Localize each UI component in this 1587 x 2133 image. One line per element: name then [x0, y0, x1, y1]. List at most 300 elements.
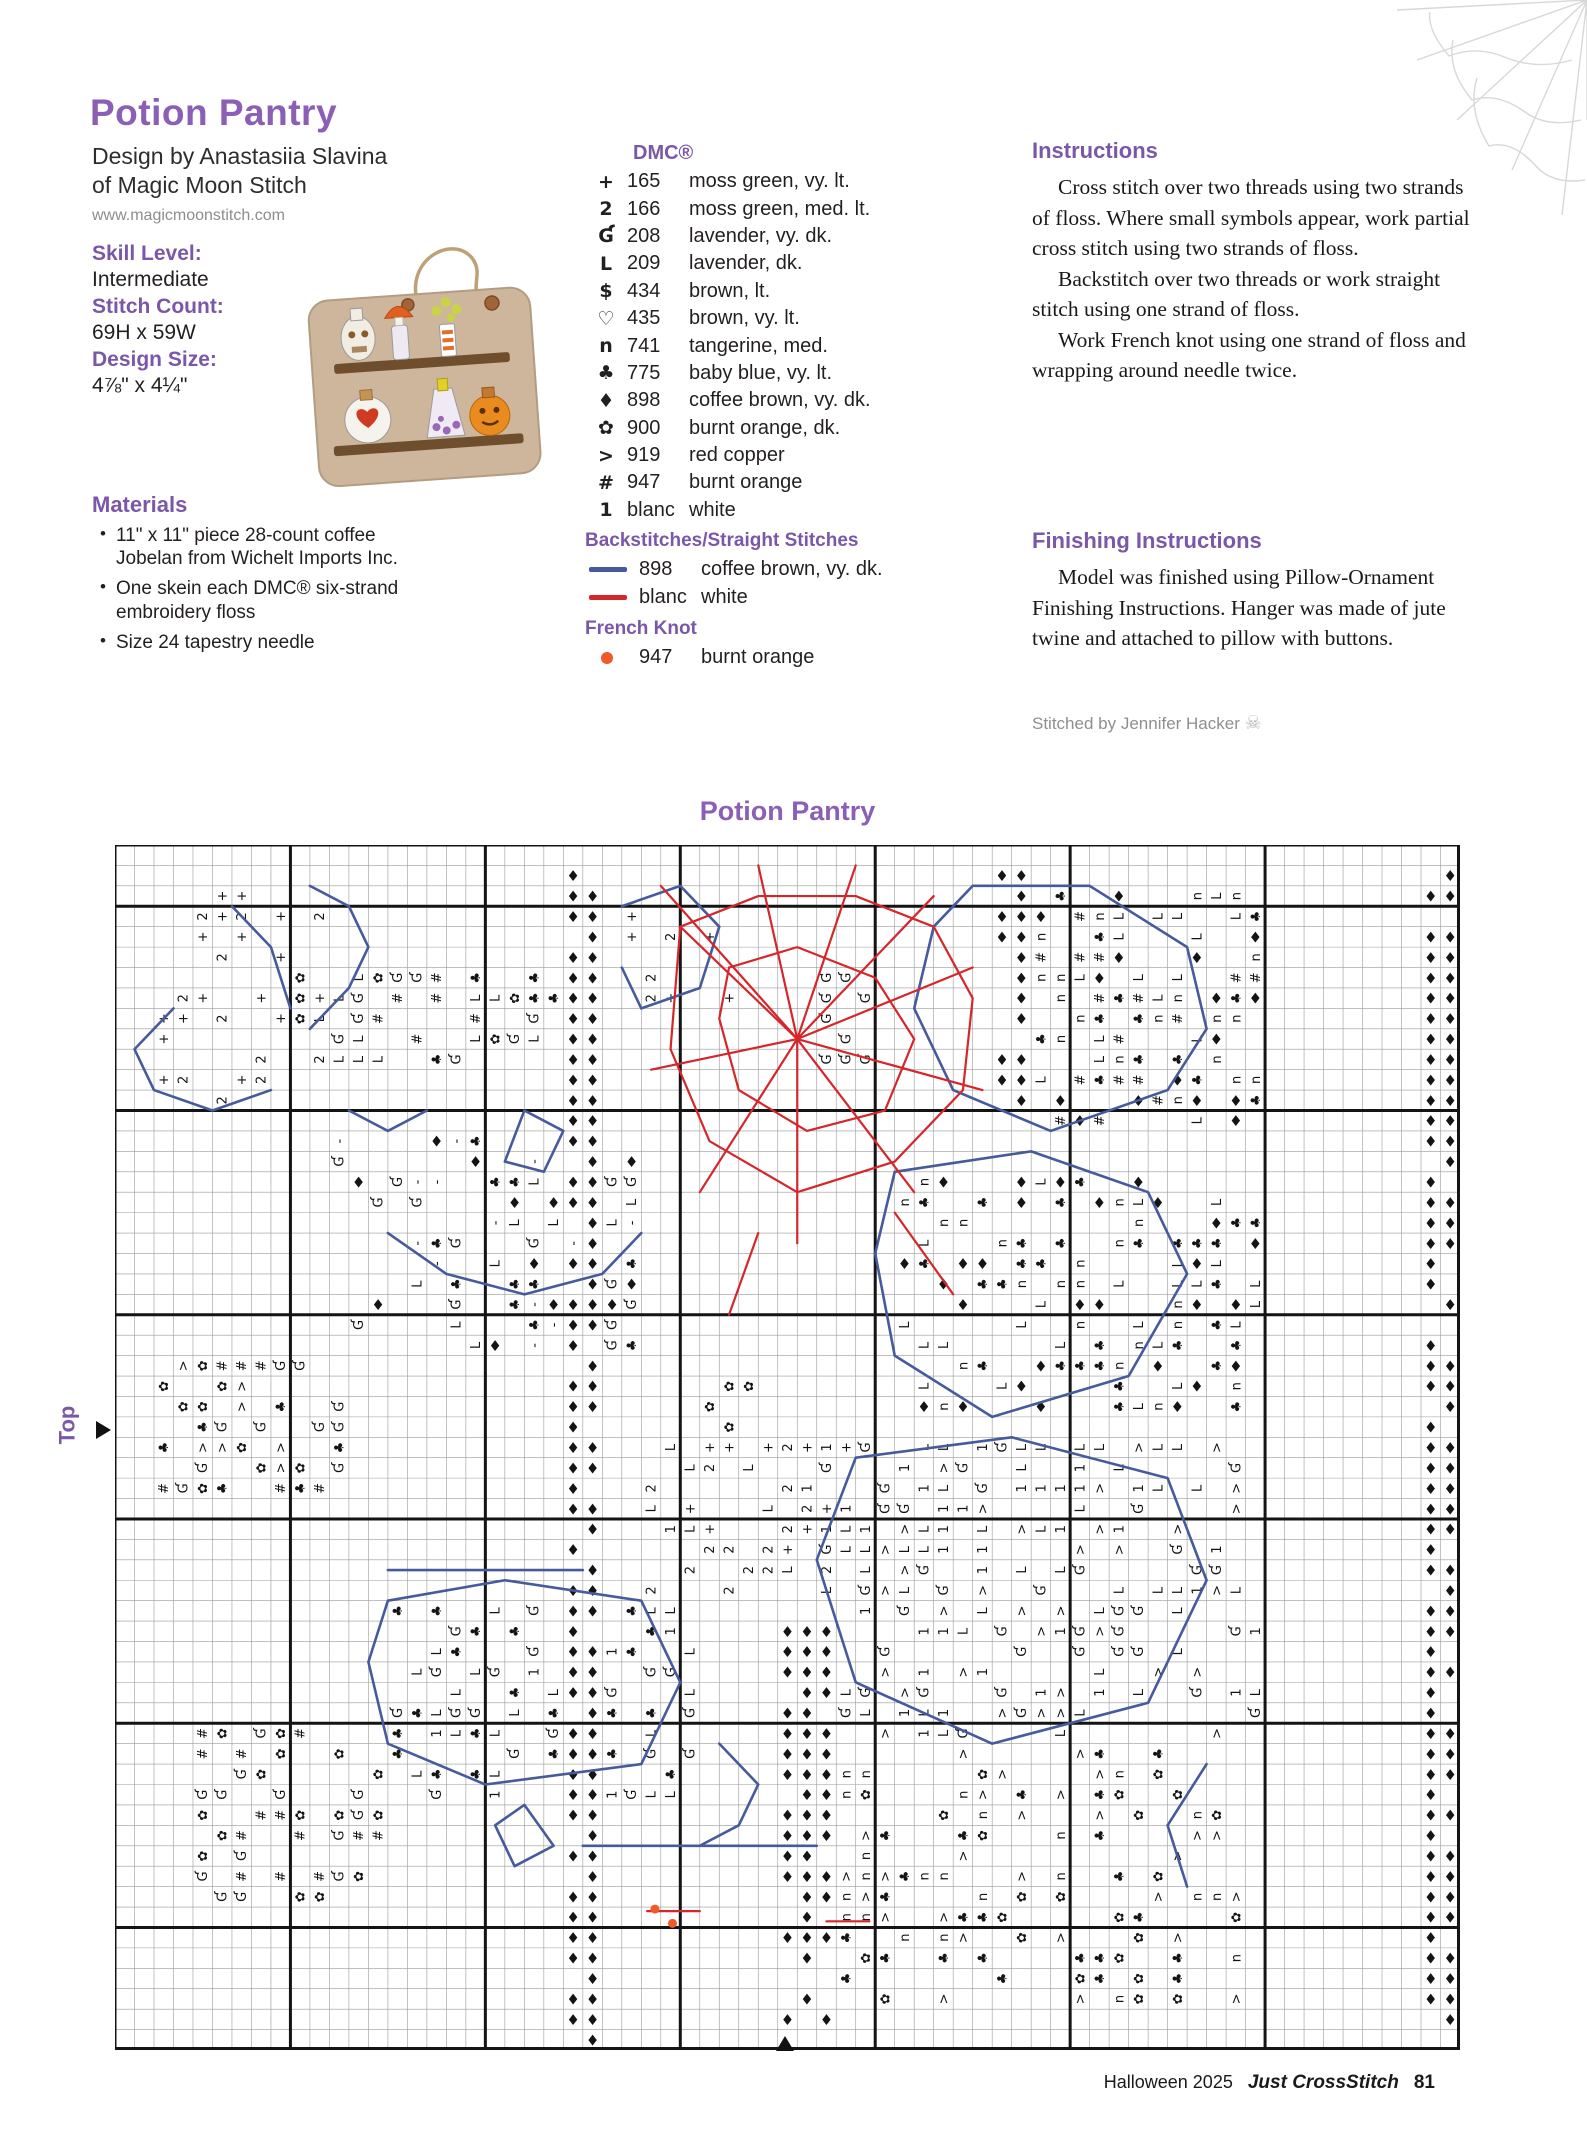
svg-text:♦: ♦: [1424, 1357, 1438, 1376]
svg-text:♦: ♦: [566, 1479, 580, 1498]
svg-text:+: +: [196, 992, 212, 1004]
svg-text:#: #: [1131, 1074, 1147, 1086]
svg-text:♦: ♦: [1014, 969, 1029, 988]
svg-text:1: 1: [956, 1504, 972, 1513]
svg-text:♦: ♦: [585, 1581, 600, 1600]
svg-text:♦: ♦: [566, 1418, 580, 1437]
svg-text:♦: ♦: [1424, 1377, 1438, 1396]
svg-text:♦: ♦: [566, 1643, 580, 1662]
svg-text:♦: ♦: [585, 1377, 600, 1396]
svg-text:Ɠ: Ɠ: [1073, 1646, 1089, 1657]
svg-text:Ɠ: Ɠ: [605, 1176, 621, 1188]
svg-text:♦: ♦: [585, 1704, 600, 1723]
svg-text:♦: ♦: [1229, 1091, 1243, 1110]
svg-text:L: L: [1034, 1076, 1050, 1084]
svg-text:♦: ♦: [585, 907, 600, 926]
svg-text:♦: ♦: [1443, 928, 1457, 947]
svg-text:n: n: [995, 1239, 1011, 1248]
svg-text:L: L: [644, 1791, 660, 1799]
svg-text:Ɠ: Ɠ: [449, 1054, 465, 1065]
svg-text:n: n: [1131, 1218, 1147, 1227]
svg-text:#: #: [235, 1360, 251, 1372]
svg-text:Ɠ: Ɠ: [956, 1462, 972, 1473]
svg-text:♦: ♦: [585, 1949, 600, 1968]
svg-text:♣: ♣: [644, 1625, 660, 1638]
svg-text:L: L: [1151, 1586, 1167, 1595]
svg-text:♦: ♦: [566, 2010, 580, 2029]
svg-text:♦: ♦: [780, 1663, 795, 1682]
svg-text:L: L: [936, 1341, 952, 1350]
svg-text:>: >: [1014, 1523, 1030, 1535]
svg-text:n: n: [936, 1872, 952, 1881]
svg-text:L: L: [1131, 1321, 1147, 1329]
svg-text:1: 1: [936, 1708, 952, 1718]
svg-text:♣: ♣: [1170, 1972, 1186, 1985]
svg-text:2: 2: [664, 932, 680, 942]
svg-text:#: #: [196, 1748, 212, 1760]
svg-text:#: #: [1073, 951, 1089, 963]
svg-text:♦: ♦: [819, 1929, 834, 1948]
svg-text:♦: ♦: [1424, 1112, 1438, 1131]
svg-text:L: L: [839, 1545, 855, 1554]
svg-text:#: #: [274, 1482, 290, 1494]
svg-text:L: L: [956, 1627, 972, 1635]
svg-text:Ɠ: Ɠ: [1131, 1646, 1147, 1657]
svg-text:♦: ♦: [468, 1153, 483, 1172]
svg-text:+: +: [196, 931, 212, 943]
svg-text:♦: ♦: [566, 1581, 580, 1600]
svg-text:♦: ♦: [488, 1336, 502, 1355]
svg-text:1: 1: [1092, 1688, 1108, 1697]
svg-text:♦: ♦: [1014, 1377, 1029, 1396]
designer-website-link[interactable]: www.magicmoonstitch.com: [92, 207, 285, 224]
svg-text:♣: ♣: [1190, 1237, 1206, 1250]
svg-text:♣: ♣: [1112, 1870, 1128, 1883]
svg-text:2: 2: [703, 1545, 719, 1554]
svg-text:Ɠ: Ɠ: [352, 1810, 368, 1821]
svg-text:L: L: [917, 1341, 933, 1350]
svg-text:L: L: [683, 1525, 699, 1533]
floss-legend-row: $ 434 brown, lt.: [599, 279, 771, 303]
svg-text:♦: ♦: [1443, 1622, 1457, 1641]
svg-text:2: 2: [683, 1565, 699, 1575]
svg-text:>: >: [235, 1380, 251, 1392]
svg-text:>: >: [878, 1585, 894, 1596]
svg-text:♣: ♣: [995, 1972, 1011, 1985]
svg-text:♦: ♦: [1424, 1275, 1438, 1294]
svg-text:n: n: [1014, 1279, 1030, 1289]
svg-text:1: 1: [897, 1463, 913, 1473]
svg-text:♦: ♦: [800, 1684, 814, 1703]
svg-text:n: n: [1209, 1892, 1225, 1901]
svg-text:n: n: [858, 1770, 874, 1779]
svg-text:n: n: [1248, 953, 1264, 962]
svg-text:Ɠ: Ɠ: [625, 1789, 641, 1800]
svg-text:Ɠ: Ɠ: [547, 1728, 563, 1739]
svg-text:♣: ♣: [1092, 1972, 1108, 1985]
svg-text:✿: ✿: [975, 1768, 991, 1780]
svg-text:♦: ♦: [566, 1500, 580, 1519]
svg-text:Ɠ: Ɠ: [1112, 1646, 1128, 1657]
svg-text:Ɠ: Ɠ: [878, 1646, 894, 1657]
svg-text:+: +: [235, 1074, 251, 1086]
svg-text:♦: ♦: [780, 1704, 795, 1723]
svg-text:L: L: [839, 1688, 855, 1697]
svg-text:>: >: [1170, 1523, 1186, 1535]
svg-text:♦: ♦: [819, 1622, 834, 1641]
materials-heading: Materials: [92, 492, 188, 517]
floss-legend-row: n 741 tangerine, med.: [599, 334, 828, 358]
svg-text:♦: ♦: [800, 1867, 814, 1886]
svg-text:♣: ♣: [391, 1605, 407, 1617]
svg-text:2: 2: [722, 1545, 738, 1554]
backstitch-legend-row: blanc white: [585, 583, 883, 610]
svg-text:1: 1: [975, 1443, 991, 1452]
svg-text:Ɠ: Ɠ: [313, 1422, 329, 1433]
svg-text:♦: ♦: [371, 1296, 385, 1315]
finishing-paragraphs: Model was finished using Pillow-Ornament Finishing Instructions. Hanger was made of jute twine and attached to pillow with buttons.: [1032, 565, 1446, 651]
svg-text:♦: ♦: [1424, 1704, 1438, 1723]
svg-text:♦: ♦: [585, 1643, 600, 1662]
svg-text:>: >: [956, 1850, 972, 1862]
svg-text:♦: ♦: [780, 1724, 795, 1743]
svg-text:♣: ♣: [449, 1278, 465, 1290]
svg-text:♣: ♣: [1092, 1359, 1108, 1372]
svg-text:♦: ♦: [585, 1970, 600, 1989]
svg-text:L: L: [936, 1729, 952, 1738]
svg-text:+: +: [215, 890, 231, 902]
svg-text:#: #: [410, 1033, 426, 1045]
svg-text:#: #: [1053, 1115, 1069, 1127]
svg-text:♣: ♣: [1053, 890, 1069, 902]
svg-text:L: L: [683, 1688, 699, 1697]
svg-text:>: >: [1092, 1768, 1108, 1780]
svg-text:♦: ♦: [585, 1357, 600, 1376]
svg-text:>: >: [1073, 1748, 1089, 1760]
svg-text:n: n: [1170, 994, 1186, 1003]
floss-legend-row: ♦ 898 coffee brown, vy. dk.: [597, 389, 871, 412]
svg-text:1: 1: [917, 1668, 933, 1677]
svg-text:>: >: [215, 1442, 231, 1453]
floss-legend-row: ✿ 900 burnt orange, dk.: [598, 416, 841, 440]
svg-text:♦: ♦: [1424, 1071, 1438, 1090]
svg-text:#: #: [1131, 992, 1147, 1004]
svg-text:✿: ✿: [1112, 1911, 1128, 1923]
svg-text:♣: ♣: [625, 1645, 641, 1658]
svg-text:>: >: [1209, 1830, 1225, 1842]
footer-page-number: 81: [1413, 2072, 1435, 2093]
svg-text:L: L: [1112, 1280, 1128, 1288]
svg-text:-: -: [527, 1343, 543, 1348]
svg-text:♣: ♣: [1073, 1952, 1089, 1964]
svg-text:L: L: [1092, 1607, 1108, 1615]
svg-text:♦: ♦: [800, 1724, 814, 1743]
svg-text:+: +: [235, 890, 251, 902]
svg-text:♣: ♣: [508, 1686, 524, 1699]
svg-text:Ɠ: Ɠ: [858, 1687, 874, 1698]
svg-text:1: 1: [1053, 1525, 1069, 1534]
svg-text:♦: ♦: [566, 1765, 580, 1784]
svg-text:L: L: [917, 1239, 933, 1247]
svg-text:Ɠ: Ɠ: [858, 1054, 874, 1065]
svg-text:♦: ♦: [1424, 1622, 1438, 1641]
svg-text:L: L: [917, 1545, 933, 1554]
svg-text:-: -: [527, 1159, 543, 1164]
svg-text:L: L: [1190, 1117, 1206, 1125]
svg-text:Ɠ: Ɠ: [332, 1422, 348, 1433]
svg-text:2: 2: [254, 1055, 270, 1064]
svg-text:♣: ♣: [410, 1707, 426, 1719]
instructions-heading: Instructions: [1032, 138, 1158, 163]
svg-text:Ɠ: Ɠ: [196, 1462, 212, 1473]
svg-text:♣: ♣: [215, 1482, 231, 1495]
svg-text:♦: ♦: [1424, 1255, 1438, 1274]
svg-text:♦: ♦: [585, 1929, 600, 1948]
svg-text:♦: ♦: [1014, 1173, 1029, 1192]
svg-text:♦: ♦: [819, 2010, 834, 2029]
svg-text:>: >: [995, 1707, 1011, 1719]
svg-text:L: L: [1073, 1505, 1089, 1513]
svg-text:n: n: [1170, 1300, 1186, 1309]
svg-text:♣: ♣: [605, 1707, 621, 1719]
svg-text:n: n: [897, 1198, 913, 1207]
svg-text:+: +: [664, 992, 680, 1004]
svg-text:Ɠ: Ɠ: [430, 1667, 446, 1678]
svg-text:♣: ♣: [547, 992, 563, 1005]
svg-text:Ɠ: Ɠ: [332, 1156, 348, 1167]
svg-text:L: L: [1053, 1341, 1069, 1350]
svg-text:♦: ♦: [1034, 907, 1048, 926]
svg-text:+: +: [274, 911, 290, 922]
svg-text:♦: ♦: [585, 1786, 600, 1805]
svg-text:L: L: [332, 994, 348, 1002]
svg-text:♦: ♦: [1131, 1173, 1146, 1192]
svg-text:♦: ♦: [1443, 1663, 1457, 1682]
svg-text:♦: ♦: [1014, 928, 1029, 947]
svg-text:♣: ♣: [975, 1911, 991, 1924]
svg-text:Ɠ: Ɠ: [1131, 1503, 1147, 1514]
svg-text:L: L: [1014, 1321, 1030, 1329]
svg-text:♦: ♦: [995, 1050, 1009, 1069]
svg-text:1: 1: [1209, 1545, 1225, 1554]
svg-text:♦: ♦: [566, 1990, 580, 2009]
svg-text:♦: ♦: [800, 1908, 814, 1927]
svg-text:Ɠ: Ɠ: [488, 1667, 504, 1678]
svg-text:♦: ♦: [566, 989, 580, 1008]
svg-text:♣: ♣: [1209, 1359, 1225, 1372]
svg-text:♦: ♦: [1073, 1112, 1087, 1131]
svg-text:-: -: [410, 1240, 426, 1246]
material-item: • 11" x 11" piece 28-count coffee Jobelan from Wichelt Imports Inc.: [100, 524, 445, 570]
svg-text:✿: ✿: [274, 1748, 290, 1760]
svg-text:♦: ♦: [819, 1724, 834, 1743]
svg-text:♦: ♦: [1131, 1091, 1146, 1110]
svg-text:+: +: [819, 1503, 835, 1515]
svg-text:♣: ♣: [897, 1870, 913, 1883]
svg-text:2: 2: [313, 1055, 329, 1064]
svg-text:L: L: [449, 1729, 465, 1738]
svg-text:L: L: [1209, 1198, 1225, 1207]
svg-text:♦: ♦: [585, 1439, 600, 1457]
svg-text:>: >: [878, 1870, 894, 1882]
svg-text:♦: ♦: [1424, 1132, 1438, 1151]
svg-text:n: n: [858, 1913, 874, 1922]
svg-text:♦: ♦: [1190, 1091, 1204, 1110]
svg-text:♦: ♦: [585, 1745, 600, 1764]
svg-text:L: L: [644, 1607, 660, 1615]
svg-text:♣: ♣: [936, 1952, 952, 1964]
svg-text:♣: ♣: [1112, 1400, 1128, 1413]
svg-text:+: +: [274, 951, 290, 963]
svg-text:L: L: [917, 1443, 933, 1452]
svg-text:-: -: [527, 1302, 543, 1307]
svg-text:Ɠ: Ɠ: [332, 1871, 348, 1882]
svg-text:1: 1: [664, 1525, 680, 1534]
svg-text:>: >: [858, 1830, 874, 1842]
svg-text:♦: ♦: [585, 1112, 600, 1131]
svg-text:♦: ♦: [1248, 928, 1263, 947]
svg-text:L: L: [1151, 1341, 1167, 1350]
svg-text:1: 1: [430, 1729, 446, 1738]
svg-text:2: 2: [800, 1504, 816, 1513]
svg-text:♦: ♦: [585, 1275, 600, 1294]
svg-text:L: L: [1170, 974, 1186, 982]
svg-text:+: +: [625, 931, 641, 943]
svg-text:♦: ♦: [585, 2010, 600, 2029]
svg-text:♦: ♦: [566, 1296, 580, 1315]
svg-text:+: +: [274, 1013, 290, 1025]
svg-text:n: n: [975, 1811, 991, 1820]
svg-text:n: n: [839, 1913, 855, 1922]
svg-text:♦: ♦: [585, 1663, 600, 1682]
svg-text:L: L: [410, 1280, 426, 1288]
svg-text:♦: ♦: [780, 1643, 795, 1662]
svg-text:♦: ♦: [1443, 1030, 1457, 1049]
svg-text:L: L: [1170, 1648, 1186, 1656]
svg-text:♣: ♣: [469, 1768, 485, 1781]
svg-text:✿: ✿: [1170, 1993, 1186, 2005]
svg-text:L: L: [1248, 1280, 1264, 1288]
svg-text:L: L: [547, 1688, 563, 1697]
svg-text:♦: ♦: [1443, 969, 1457, 988]
svg-text:n: n: [839, 1770, 855, 1779]
svg-text:♦: ♦: [624, 1153, 639, 1172]
byline-line2: of Magic Moon Stitch: [92, 171, 307, 198]
svg-text:♣: ♣: [1131, 1053, 1147, 1066]
svg-text:Ɠ: Ɠ: [644, 1667, 660, 1678]
svg-text:♦: ♦: [1424, 1888, 1438, 1907]
svg-text:Ɠ: Ɠ: [897, 1605, 913, 1616]
material-item: • Size 24 tapestry needle: [100, 631, 445, 654]
svg-text:Ɠ: Ɠ: [371, 1197, 387, 1208]
svg-text:Ɠ: Ɠ: [956, 1728, 972, 1739]
svg-text:>: >: [936, 1911, 952, 1923]
svg-text:♦: ♦: [1190, 1296, 1204, 1315]
svg-text:1: 1: [1073, 1463, 1089, 1473]
svg-text:Ɠ: Ɠ: [235, 1769, 251, 1780]
svg-text:n: n: [1229, 1382, 1245, 1391]
svg-text:♦: ♦: [566, 1050, 580, 1069]
svg-text:L: L: [897, 1586, 913, 1595]
svg-text:Ɠ: Ɠ: [254, 1728, 270, 1739]
svg-text:♦: ♦: [1151, 1193, 1165, 1212]
svg-text:♣: ♣: [1131, 1911, 1147, 1924]
svg-text:♦: ♦: [507, 1193, 522, 1212]
svg-text:♣: ♣: [391, 1727, 407, 1740]
svg-text:1: 1: [1053, 1627, 1069, 1636]
svg-text:L: L: [644, 1505, 660, 1513]
svg-text:♦: ♦: [566, 1745, 580, 1764]
svg-text:♦: ♦: [1443, 1132, 1457, 1151]
svg-text:Ɠ: Ɠ: [625, 1176, 641, 1188]
svg-text:>: >: [1053, 1932, 1069, 1944]
svg-text:♦: ♦: [800, 1622, 814, 1641]
svg-text:♦: ♦: [1424, 1091, 1438, 1110]
svg-text:n: n: [1170, 1320, 1186, 1330]
svg-text:♣: ♣: [527, 992, 543, 1005]
svg-text:♣: ♣: [1053, 1237, 1069, 1250]
svg-text:♣: ♣: [508, 1625, 524, 1638]
svg-text:♦: ♦: [1014, 1091, 1029, 1110]
svg-text:♣: ♣: [975, 1196, 991, 1209]
svg-text:Ɠ: Ɠ: [819, 993, 835, 1004]
stitch-count-value: 69H x 59W: [92, 321, 196, 344]
svg-text:Ɠ: Ɠ: [1170, 1544, 1186, 1555]
svg-text:♣: ♣: [1073, 1359, 1089, 1372]
svg-text:1: 1: [975, 1565, 991, 1575]
svg-text:✿: ✿: [1014, 1932, 1030, 1944]
svg-text:Ɠ: Ɠ: [274, 1360, 290, 1371]
svg-text:♦: ♦: [624, 1275, 639, 1294]
svg-text:Ɠ: Ɠ: [508, 1033, 524, 1045]
svg-text:♦: ♦: [566, 867, 580, 886]
svg-text:>: >: [1053, 1707, 1069, 1719]
svg-text:Ɠ: Ɠ: [196, 1871, 212, 1882]
svg-text:♦: ♦: [1424, 1765, 1438, 1784]
svg-text:♦: ♦: [1443, 1377, 1457, 1396]
svg-text:♦: ♦: [780, 1827, 795, 1846]
svg-text:♣: ♣: [1092, 1074, 1108, 1086]
svg-text:♣: ♣: [1151, 1748, 1167, 1760]
svg-text:1: 1: [917, 1729, 933, 1738]
svg-text:>: >: [858, 1891, 874, 1903]
svg-text:♣: ♣: [878, 1890, 894, 1903]
svg-text:✿: ✿: [293, 1809, 309, 1821]
svg-text:L: L: [449, 1321, 465, 1329]
svg-text:♦: ♦: [566, 1377, 580, 1396]
svg-text:#: #: [235, 1830, 251, 1842]
svg-text:♣: ♣: [839, 1972, 855, 1985]
svg-text:♣: ♣: [917, 1196, 933, 1209]
svg-text:L: L: [313, 1014, 329, 1023]
svg-text:♦: ♦: [1014, 989, 1029, 1008]
svg-text:2: 2: [176, 994, 192, 1003]
svg-text:♦: ♦: [1092, 1296, 1107, 1315]
svg-text:Ɠ: Ɠ: [215, 1422, 231, 1433]
svg-text:♦: ♦: [1190, 1255, 1204, 1274]
svg-text:♦: ♦: [546, 1193, 561, 1212]
svg-text:L: L: [488, 1770, 504, 1778]
svg-text:✿: ✿: [1151, 1768, 1167, 1780]
svg-text:L: L: [1151, 994, 1167, 1002]
svg-text:>: >: [1073, 1544, 1089, 1556]
svg-text:♦: ♦: [956, 1255, 970, 1274]
svg-text:Ɠ: Ɠ: [819, 1054, 835, 1065]
svg-text:♦: ♦: [585, 1398, 600, 1417]
svg-text:♦: ♦: [1443, 1459, 1457, 1478]
svg-text:n: n: [1190, 1811, 1206, 1820]
svg-text:♦: ♦: [1170, 1071, 1185, 1090]
